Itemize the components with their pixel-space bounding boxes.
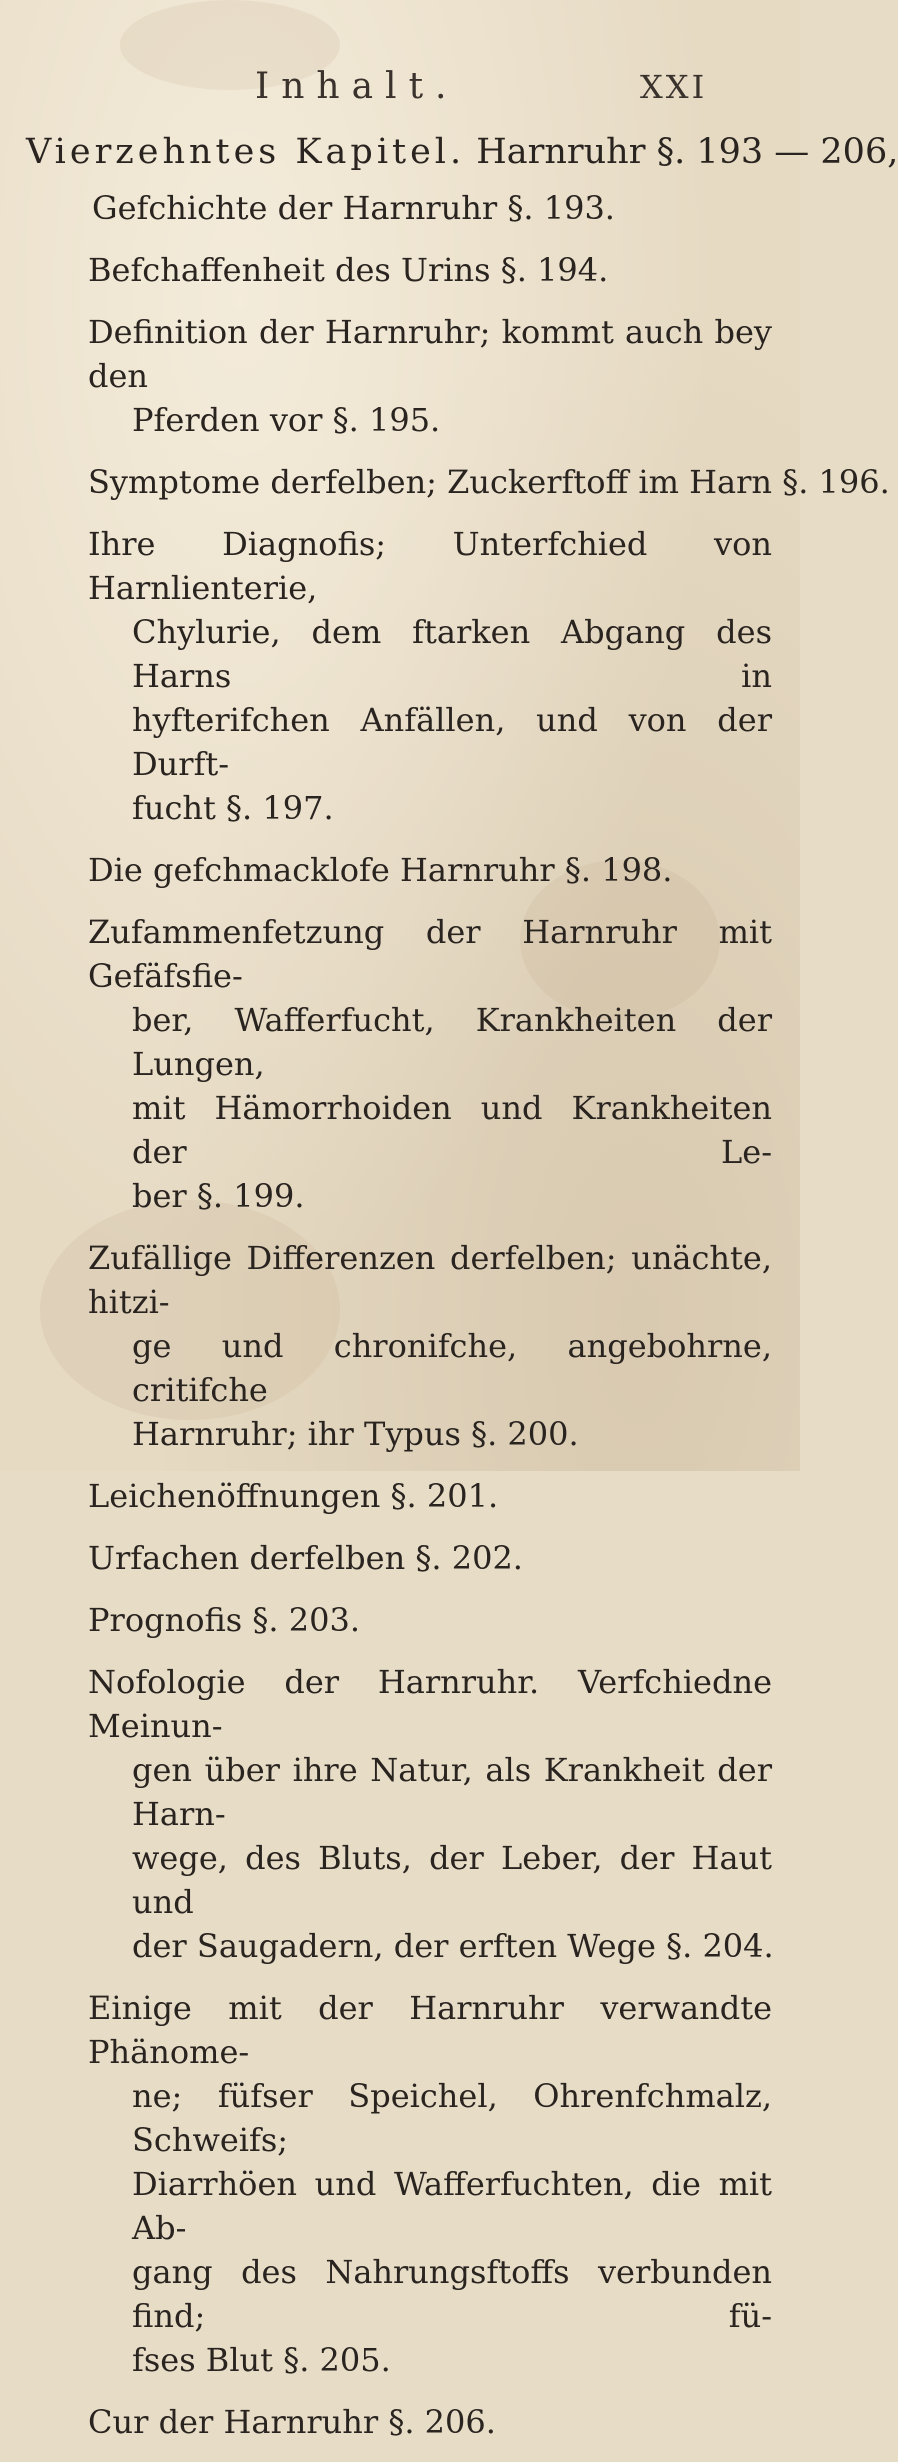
contents-entry xyxy=(88,1986,772,2382)
contents-entry xyxy=(88,1474,772,1518)
contents-entry xyxy=(88,1660,772,1968)
entry-line: Chylurie, dem ftarken Abgang des Harns in xyxy=(132,613,772,695)
entry-line: Zufällige Differenzen derfelben; unächte, hitzi- xyxy=(88,1239,772,1321)
entry-line: Die gefchmacklofe Harnruhr §. 198. xyxy=(88,851,673,889)
entry-line: mit Hämorrhoiden und Krankheiten der Le- xyxy=(132,1089,772,1171)
contents-entry xyxy=(88,848,772,892)
entry-line: hyfterifchen Anfällen, und von der Durft- xyxy=(132,701,772,783)
contents-entry xyxy=(88,310,772,442)
contents-entry xyxy=(88,2400,772,2444)
entry-line: ber §. 199. xyxy=(132,1177,305,1215)
contents-entry xyxy=(92,186,772,230)
entry-line: Diarrhöen und Wafferfuchten, die mit Ab- xyxy=(132,2165,772,2247)
entry-line: Definition der Harnruhr; kommt auch bey den xyxy=(88,313,772,395)
page-number: XXI xyxy=(640,68,708,106)
chapter-range: §. 193 — 206, xyxy=(656,132,898,172)
contents-entry xyxy=(88,1236,772,1456)
entry-line: Nofologie der Harnruhr. Verfchiedne Meinun- xyxy=(88,1663,772,1745)
running-header xyxy=(0,66,800,116)
entry-line: Befchaffenheit des Urins §. 194. xyxy=(88,251,609,289)
entry-line: fses Blut §. 205. xyxy=(132,2341,391,2379)
entry-line: Einige mit der Harnruhr verwandte Phänome- xyxy=(88,1989,772,2071)
header-title: Inhalt. xyxy=(255,66,459,107)
contents-entry xyxy=(88,248,772,292)
contents-entry xyxy=(88,522,772,830)
chapter-heading xyxy=(26,128,898,176)
entry-line: gen über ihre Natur, als Krankheit der Harn- xyxy=(132,1751,772,1833)
entry-line: Ihre Diagnofis; Unterfchied von Harnlienterie, xyxy=(88,525,772,607)
chapter-title: Harnruhr xyxy=(476,132,646,172)
contents-list xyxy=(0,186,890,2462)
entry-line: wege, des Bluts, der Leber, der Haut und xyxy=(132,1839,772,1921)
entry-line: Zufammenfetzung der Harnruhr mit Gefäfsfie- xyxy=(88,913,772,995)
entry-line: Harnruhr; ihr Typus §. 200. xyxy=(132,1415,579,1453)
entry-line: fucht §. 197. xyxy=(132,789,334,827)
entry-line: Gefchichte der Harnruhr §. 193. xyxy=(92,189,615,227)
entry-line: Leichenöffnungen §. 201. xyxy=(88,1477,499,1515)
entry-line: der Saugadern, der erften Wege §. 204. xyxy=(132,1927,774,1965)
contents-entry xyxy=(88,910,772,1218)
contents-entry xyxy=(88,460,890,504)
contents-entry xyxy=(88,1536,772,1580)
entry-line: Urfachen derfelben §. 202. xyxy=(88,1539,523,1577)
entry-line: Prognofis §. 203. xyxy=(88,1601,360,1639)
entry-line: ber, Wafferfucht, Krankheiten der Lungen, xyxy=(132,1001,772,1083)
entry-line: ne; füfser Speichel, Ohrenfchmalz, Schweifs; xyxy=(132,2077,772,2159)
contents-entry xyxy=(88,1598,772,1642)
entry-line: Symptome derfelben; Zuckerftoff im Harn §. 196. xyxy=(88,463,890,501)
entry-line: Pferden vor §. 195. xyxy=(132,401,441,439)
entry-line: gang des Nahrungsftoffs verbunden find; fü- xyxy=(132,2253,772,2335)
chapter-label: Vierzehntes Kapitel. xyxy=(26,132,466,172)
entry-line: ge und chronifche, angebohrne, critifche xyxy=(132,1327,772,1409)
entry-line: Cur der Harnruhr §. 206. xyxy=(88,2403,496,2441)
